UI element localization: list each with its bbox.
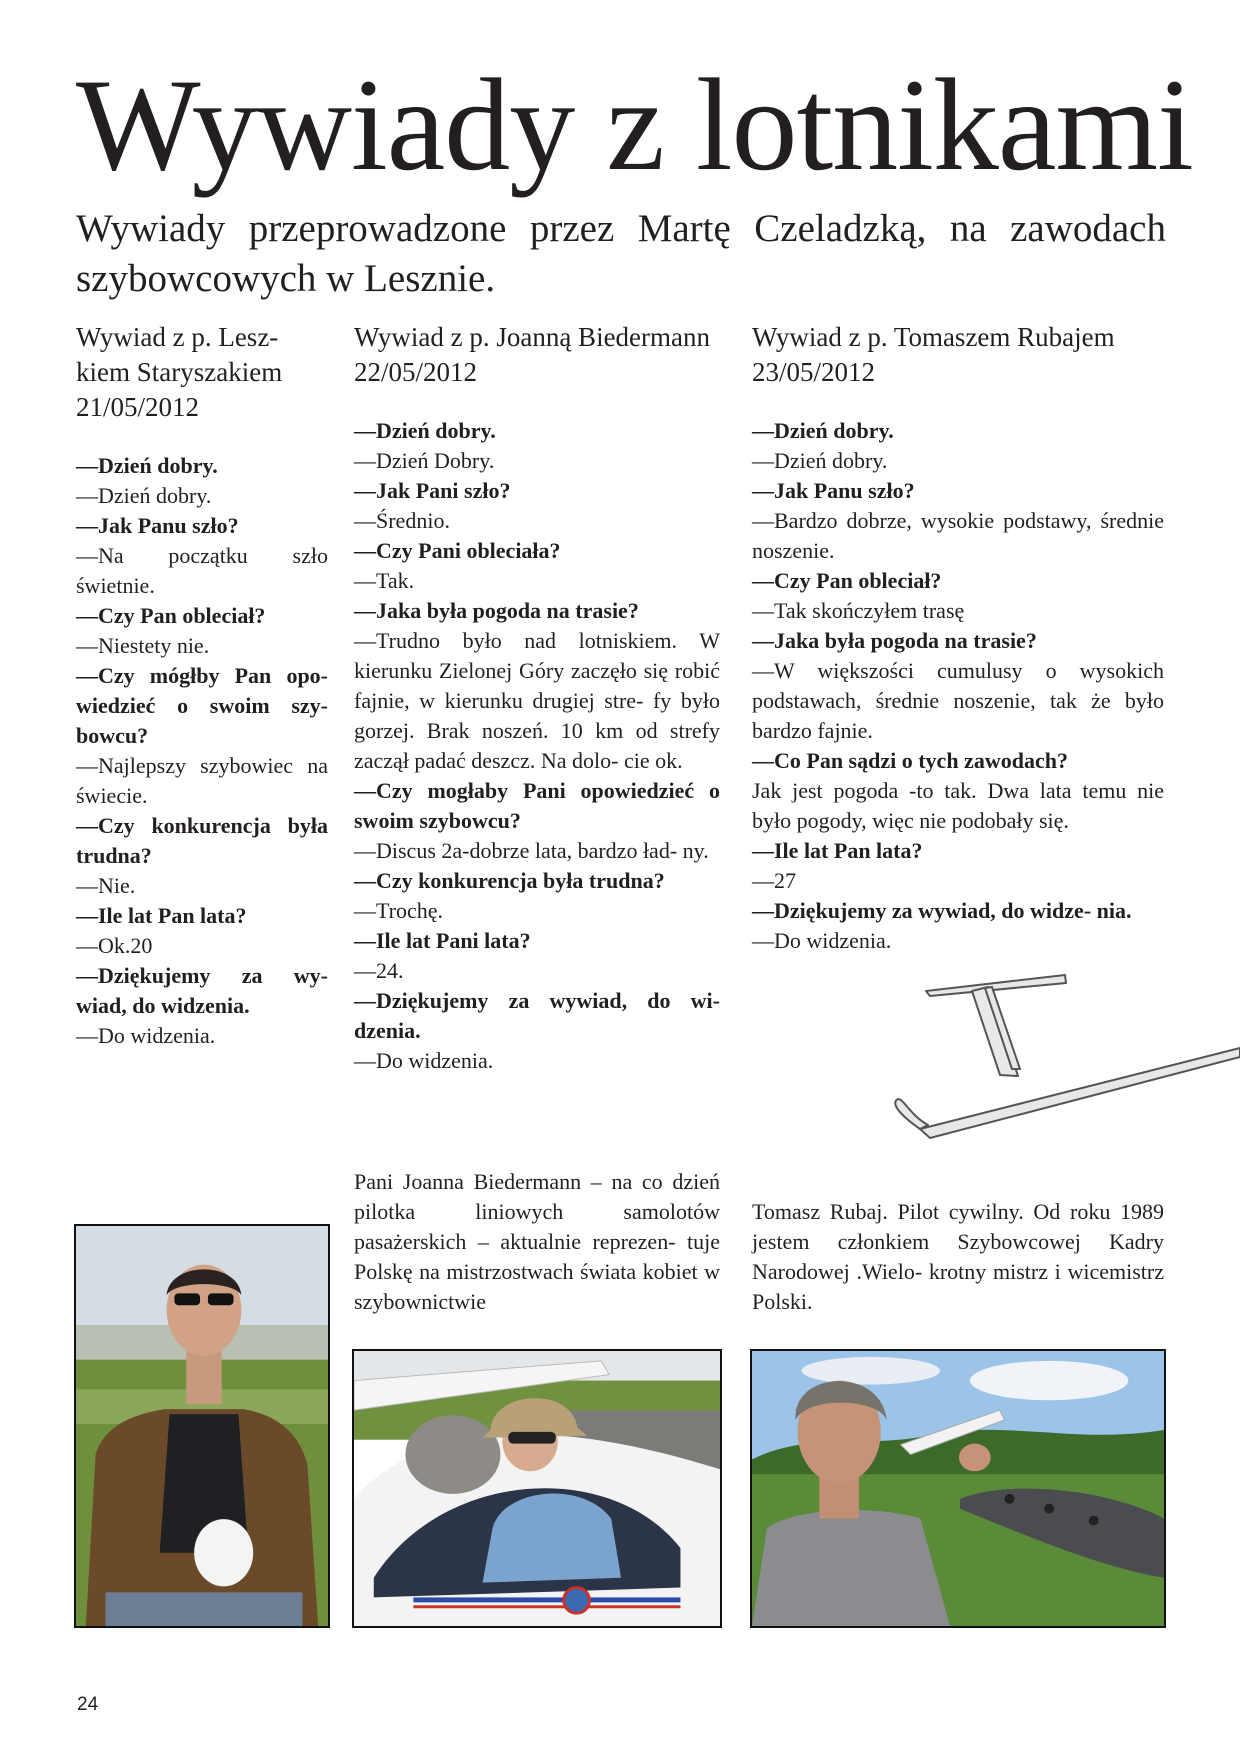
- interview-question: —Ile lat Pani lata?: [354, 928, 531, 953]
- interview-answer: —Średnio.: [354, 508, 450, 533]
- interview-answer: —Dzień Dobry.: [354, 448, 495, 473]
- interview-question: —Ile lat Pan lata?: [76, 903, 247, 928]
- interview-question: —Czy Pan obleciał?: [752, 568, 942, 593]
- interview-question: —Dziękujemy za wywiad, do wi- dzenia.: [354, 988, 720, 1043]
- interview-answer: —24.: [354, 958, 404, 983]
- interview-question: —Dzień dobry.: [752, 418, 894, 443]
- interview-question: —Czy Pan obleciał?: [76, 603, 266, 628]
- interview-question: —Co Pan sądzi o tych zawodach?: [752, 748, 1068, 773]
- interview-answer: —Do widzenia.: [76, 1023, 216, 1048]
- photo-caption-biedermann: Pani Joanna Biedermann – na co dzień pilotka liniowych samolotów pasażerskich – aktualnie reprezen- tuje Polskę na mistrzostwach świata kobiet w szybownictwie: [354, 1169, 720, 1314]
- photo-tomasz-rubaj: [750, 1349, 1166, 1628]
- page-title: Wywiady z lotnikami: [76, 51, 1193, 198]
- interview-answer: —Najlepszy szybowiec na świecie.: [76, 753, 328, 808]
- interview-question: —Czy konkurencja była trudna?: [354, 868, 665, 893]
- page-number: 24: [77, 1694, 99, 1715]
- interview-question: —Ile lat Pan lata?: [752, 838, 923, 863]
- interview-question: —Dziękujemy za wy- wiad, do widzenia.: [76, 963, 328, 1018]
- photo-leszek-staryszak: [74, 1224, 330, 1628]
- photo-joanna-biedermann: [352, 1349, 722, 1628]
- interview-answer: —Discus 2a-dobrze lata, bardzo ład- ny.: [354, 838, 709, 863]
- interview-answer: —Ok.20: [76, 933, 153, 958]
- interview-column-rubaj: [752, 320, 1164, 956]
- interview-answer: —Trochę.: [354, 898, 444, 923]
- interview-question: —Jak Panu szło?: [76, 513, 239, 538]
- interview-answer: —Nie.: [76, 873, 136, 898]
- interview-question: —Jak Panu szło?: [752, 478, 915, 503]
- interview-answer: —Niestety nie.: [76, 633, 210, 658]
- interview-answer: —Tak skończyłem trasę: [752, 598, 965, 623]
- interview-heading: Wywiad z p. Lesz- kiem Staryszakiem 21/05/2012: [76, 322, 283, 422]
- interview-heading: Wywiad z p. Joanną Biedermann 22/05/2012: [354, 322, 711, 387]
- interview-question: —Czy konkurencja była trudna?: [76, 813, 328, 868]
- interview-answer: —Dzień dobry.: [752, 448, 888, 473]
- interview-question: —Jaka była pogoda na trasie?: [752, 628, 1037, 653]
- interview-answer: —Do widzenia.: [752, 928, 892, 953]
- interview-body: [752, 416, 1164, 956]
- glider-illustration: [890, 965, 1240, 1155]
- interview-body: [76, 451, 328, 1051]
- interview-question: —Czy Pani obleciała?: [354, 538, 561, 563]
- photo-caption-rubaj: Tomasz Rubaj. Pilot cywilny. Od roku 1989 jestem członkiem Szybowcowej Kadry Narodowej .Wielo- krotny mistrz i wicemistrz Polski.: [752, 1199, 1164, 1314]
- interview-answer: —Dzień dobry.: [76, 483, 212, 508]
- interview-question: —Dziękujemy za wywiad, do widze- nia.: [752, 898, 1132, 923]
- interview-answer: —27: [752, 868, 796, 893]
- interview-question: —Czy mógłby Pan opo- wiedzieć o swoim szy- bowcu?: [76, 663, 328, 748]
- interview-question: —Dzień dobry.: [354, 418, 496, 443]
- interview-column-biedermann: [354, 320, 720, 1076]
- interview-question: —Jaka była pogoda na trasie?: [354, 598, 639, 623]
- interview-answer: —W większości cumulusy o wysokich podstawach, średnie noszenie, tak że było bardzo fajnie.: [752, 658, 1164, 743]
- interview-question: —Jak Pani szło?: [354, 478, 511, 503]
- interview-answer: —Na początku szło świetnie.: [76, 543, 328, 598]
- interview-answer: —Do widzenia.: [354, 1048, 494, 1073]
- interview-question: —Czy mogłaby Pani opowiedzieć o swoim szybowcu?: [354, 778, 720, 833]
- interview-question: —Dzień dobry.: [76, 453, 218, 478]
- page-subtitle: Wywiady przeprowadzone przez Martę Czeladzką, na zawodach szybowcowych w Lesznie.: [76, 207, 1166, 300]
- interview-column-staryszak: [76, 320, 328, 1051]
- interview-answer: —Tak.: [354, 568, 415, 593]
- interview-answer: Jak jest pogoda -to tak. Dwa lata temu nie było pogody, więc nie podobały się.: [752, 778, 1164, 833]
- interview-heading: Wywiad z p. Tomaszem Rubajem 23/05/2012: [752, 322, 1115, 387]
- interview-answer: —Trudno było nad lotniskiem. W kierunku Zielonej Góry zaczęło się robić fajnie, w kierunku drugiej stre- fy było gorzej. Brak noszeń. 10 km od strefy zaczął padać deszcz. Na dolo- cie ok.: [354, 628, 720, 773]
- interview-answer: —Bardzo dobrze, wysokie podstawy, średnie noszenie.: [752, 508, 1164, 563]
- interview-body: [354, 416, 720, 1076]
